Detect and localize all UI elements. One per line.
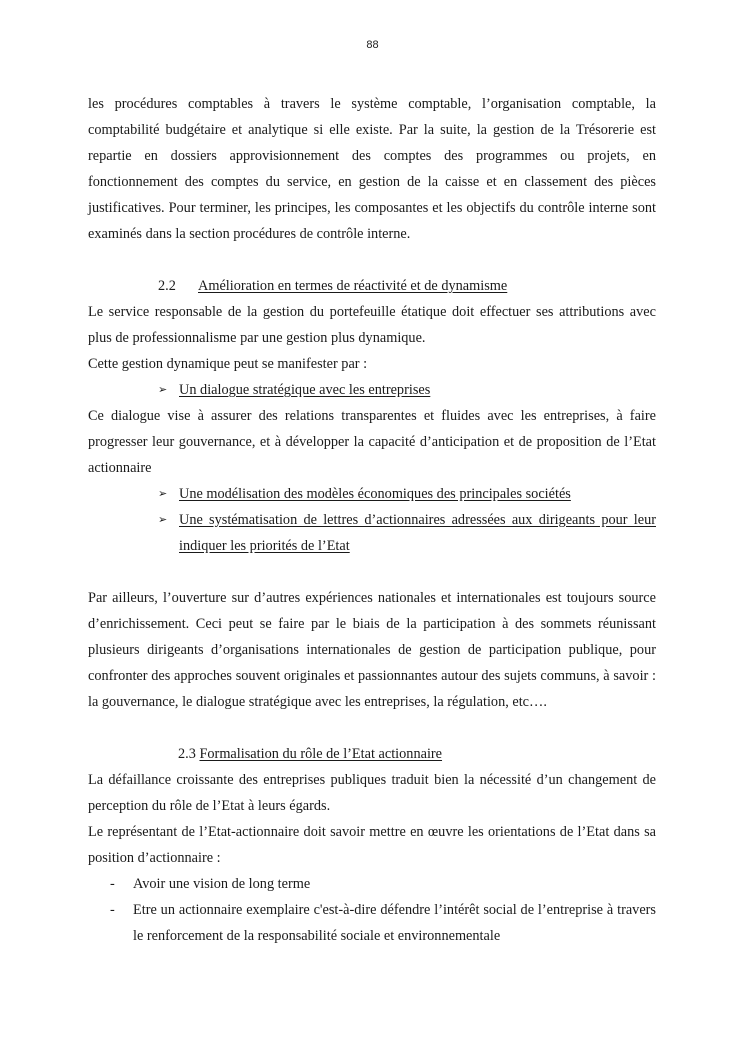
section-2-3-paragraph-2: Le représentant de l’Etat-actionnaire doit savoir mettre en œuvre les orientations de l’Etat dans sa position d’actionnaire :	[88, 824, 656, 866]
bullet-item-1	[88, 377, 656, 403]
arrowhead-bullet-icon: ➢	[158, 383, 168, 396]
section-2-2-title: Amélioration en termes de réactivité et de dynamisme	[198, 278, 508, 294]
spacer	[88, 559, 656, 585]
bullet-item-1-text: Un dialogue stratégique avec les entreprises	[179, 382, 431, 398]
dash-item-1-text: Avoir une vision de long terme	[133, 876, 311, 892]
section-2-3-number: 2.3	[178, 746, 196, 762]
dash-item-1	[88, 871, 656, 897]
section-2-3-paragraph-1: La défaillance croissante des entreprises publiques traduit bien la nécessité d’un changement de perception du rôle de l’Etat à leurs égards.	[88, 772, 656, 814]
bullet-item-1-description: Ce dialogue vise à assurer des relations transparentes et fluides avec les entreprises, à faire progresser leur gouvernance, et à développer la capacité d’anticipation et de proposition de l’Etat actionnaire	[88, 408, 656, 476]
dash-item-2	[88, 897, 656, 949]
section-2-2-paragraph-2: Cette gestion dynamique peut se manifester par :	[88, 356, 368, 372]
arrowhead-bullet-icon: ➢	[158, 513, 168, 526]
dash-bullet-icon: -	[110, 876, 115, 892]
bullet-item-2-text: Une modélisation des modèles économiques des principales sociétés	[179, 486, 571, 502]
page-number: 88	[366, 39, 379, 51]
section-2-2-heading	[88, 273, 656, 299]
dash-item-2-text: Etre un actionnaire exemplaire c'est-à-dire défendre l’intérêt social de l’entreprise à travers le renforcement de la responsabilité sociale et environnementale	[133, 902, 656, 944]
bullet-item-2	[88, 481, 656, 507]
arrowhead-bullet-icon: ➢	[158, 487, 168, 500]
bullet-item-3-text: Une systématisation de lettres d’actionnaires adressées aux dirigeants pour leur indiquer les priorités de l’Etat	[179, 512, 656, 554]
section-2-2-paragraph-1: Le service responsable de la gestion du portefeuille étatique doit effectuer ses attributions avec plus de professionnalisme par une gestion plus dynamique.	[88, 304, 656, 346]
section-2-3-title: Formalisation du rôle de l’Etat actionnaire	[199, 746, 443, 762]
spacer	[88, 247, 656, 273]
document-body	[88, 91, 656, 949]
section-2-3-heading	[88, 741, 656, 767]
dash-bullet-icon: -	[110, 902, 115, 918]
section-2-2-number: 2.2	[158, 278, 176, 294]
intro-paragraph: les procédures comptables à travers le système comptable, l’organisation comptable, la comptabilité budgétaire et analytique si elle existe. Par la suite, la gestion de la Trésorerie est repartie en dossiers approvisionnement des comptes des programmes ou projets, en fonctionnement des comptes du service, en gestion de la caisse et en classement des pièces justificatives. Pour terminer, les principes, les composantes et les objectifs du contrôle interne sont examinés dans la section procédures de contrôle interne.	[88, 96, 656, 242]
section-2-2-paragraph-3: Par ailleurs, l’ouverture sur d’autres expériences nationales et internationales est toujours source d’enrichissement. Ceci peut se faire par le biais de la participation à des sommets réunissant plusieurs dirigeants d’organisations internationales de gestion de participation publique, pour confronter des approches souvent originales et passionnantes autour des sujets communs, à savoir : la gouvernance, le dialogue stratégique avec les entreprises, la régulation, etc….	[88, 590, 656, 710]
bullet-item-3	[88, 507, 656, 559]
spacer	[88, 715, 656, 741]
